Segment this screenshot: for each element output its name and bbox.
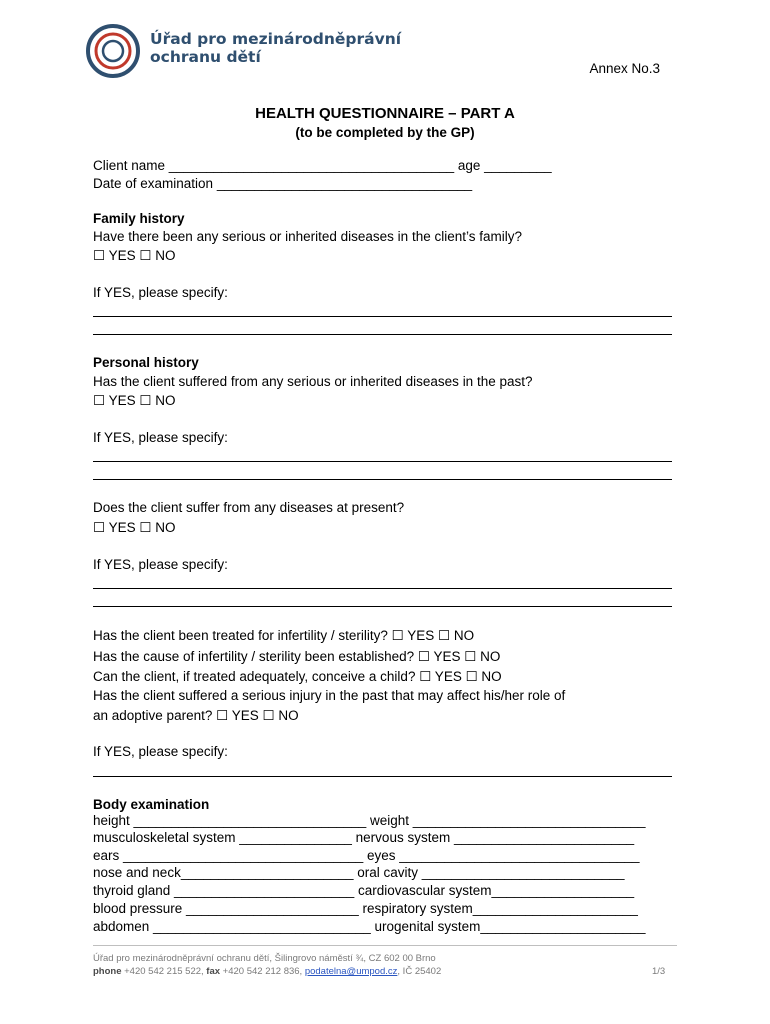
present-diseases-answer-line-2[interactable] <box>93 606 672 607</box>
infertility-treated-question[interactable]: Has the client been treated for infertility / sterility? ☐ YES ☐ NO <box>93 628 475 643</box>
injury-specify-label: If YES, please specify: <box>93 744 228 759</box>
organization-logo-icon <box>84 22 142 80</box>
present-diseases-question: Does the client suffer from any diseases at present? <box>93 500 405 515</box>
organization-name-line2: ochranu dětí <box>150 48 261 66</box>
serious-injury-question: Has the client suffered a serious injury in the past that may affect his/her role of <box>93 688 566 703</box>
body-exam-row[interactable]: nose and neck_______________________ oral cavity ___________________________ <box>93 865 625 880</box>
body-examination-heading: Body examination <box>93 797 210 812</box>
body-exam-row[interactable]: blood pressure _______________________ respiratory system______________________ <box>93 901 638 916</box>
personal-history-question: Has the client suffered from any serious or inherited diseases in the past? <box>93 374 533 389</box>
footer-fax-label: fax <box>206 966 221 977</box>
family-history-options[interactable]: ☐ YES ☐ NO <box>93 248 176 263</box>
annex-label: Annex No.3 <box>589 61 660 76</box>
present-diseases-options[interactable]: ☐ YES ☐ NO <box>93 520 176 535</box>
injury-answer-line[interactable] <box>93 776 672 777</box>
body-exam-row[interactable]: abdomen _____________________________ urogenital system______________________ <box>93 919 646 934</box>
page-number: 1/3 <box>652 966 666 977</box>
footer-fax: +420 542 212 836, <box>220 966 305 977</box>
body-exam-row[interactable]: height _______________________________ weight _______________________________ <box>93 813 646 828</box>
footer-phone: +420 542 215 522, <box>121 966 207 977</box>
personal-history-answer-line-2[interactable] <box>93 479 672 480</box>
family-history-heading: Family history <box>93 211 185 226</box>
footer-phone-label: phone <box>93 966 122 977</box>
present-diseases-specify-label: If YES, please specify: <box>93 557 228 572</box>
footer-address: Úřad pro mezinárodněprávní ochranu dětí, Šilingrovo náměstí ¾, CZ 602 00 Brno <box>93 953 436 964</box>
infertility-cause-question[interactable]: Has the cause of infertility / sterility been established? ☐ YES ☐ NO <box>93 649 501 664</box>
family-history-answer-line-1[interactable] <box>93 316 672 317</box>
footer-contact <box>93 966 441 977</box>
document-subtitle: (to be completed by the GP) <box>295 125 475 140</box>
personal-history-specify-label: If YES, please specify: <box>93 430 228 445</box>
serious-injury-options[interactable]: an adoptive parent? ☐ YES ☐ NO <box>93 708 299 723</box>
personal-history-options[interactable]: ☐ YES ☐ NO <box>93 393 176 408</box>
footer-divider <box>93 945 677 946</box>
body-exam-row[interactable]: musculoskeletal system _______________ nervous system ________________________ <box>93 830 635 845</box>
personal-history-heading: Personal history <box>93 355 199 370</box>
document-title: HEALTH QUESTIONNAIRE – PART A <box>255 105 515 122</box>
footer-email-link[interactable]: podatelna@umpod.cz <box>304 966 398 977</box>
body-exam-row[interactable]: thyroid gland ________________________ cardiovascular system___________________ <box>93 883 635 898</box>
organization-name-line1: Úřad pro mezinárodněprávní <box>150 30 402 48</box>
organization-name <box>150 30 401 66</box>
client-name-field[interactable]: Client name ______________________________________ age _________ <box>93 158 552 173</box>
present-diseases-answer-line-1[interactable] <box>93 588 672 589</box>
body-exam-row[interactable]: ears ________________________________ eyes ________________________________ <box>93 848 640 863</box>
personal-history-answer-line-1[interactable] <box>93 461 672 462</box>
family-history-answer-line-2[interactable] <box>93 334 672 335</box>
family-history-question: Have there been any serious or inherited diseases in the client’s family? <box>93 229 522 244</box>
examination-date-field[interactable]: Date of examination __________________________________ <box>93 176 473 191</box>
conceive-child-question[interactable]: Can the client, if treated adequately, conceive a child? ☐ YES ☐ NO <box>93 669 502 684</box>
family-history-specify-label: If YES, please specify: <box>93 285 228 300</box>
footer-ic: , IČ 25402 <box>397 966 442 977</box>
